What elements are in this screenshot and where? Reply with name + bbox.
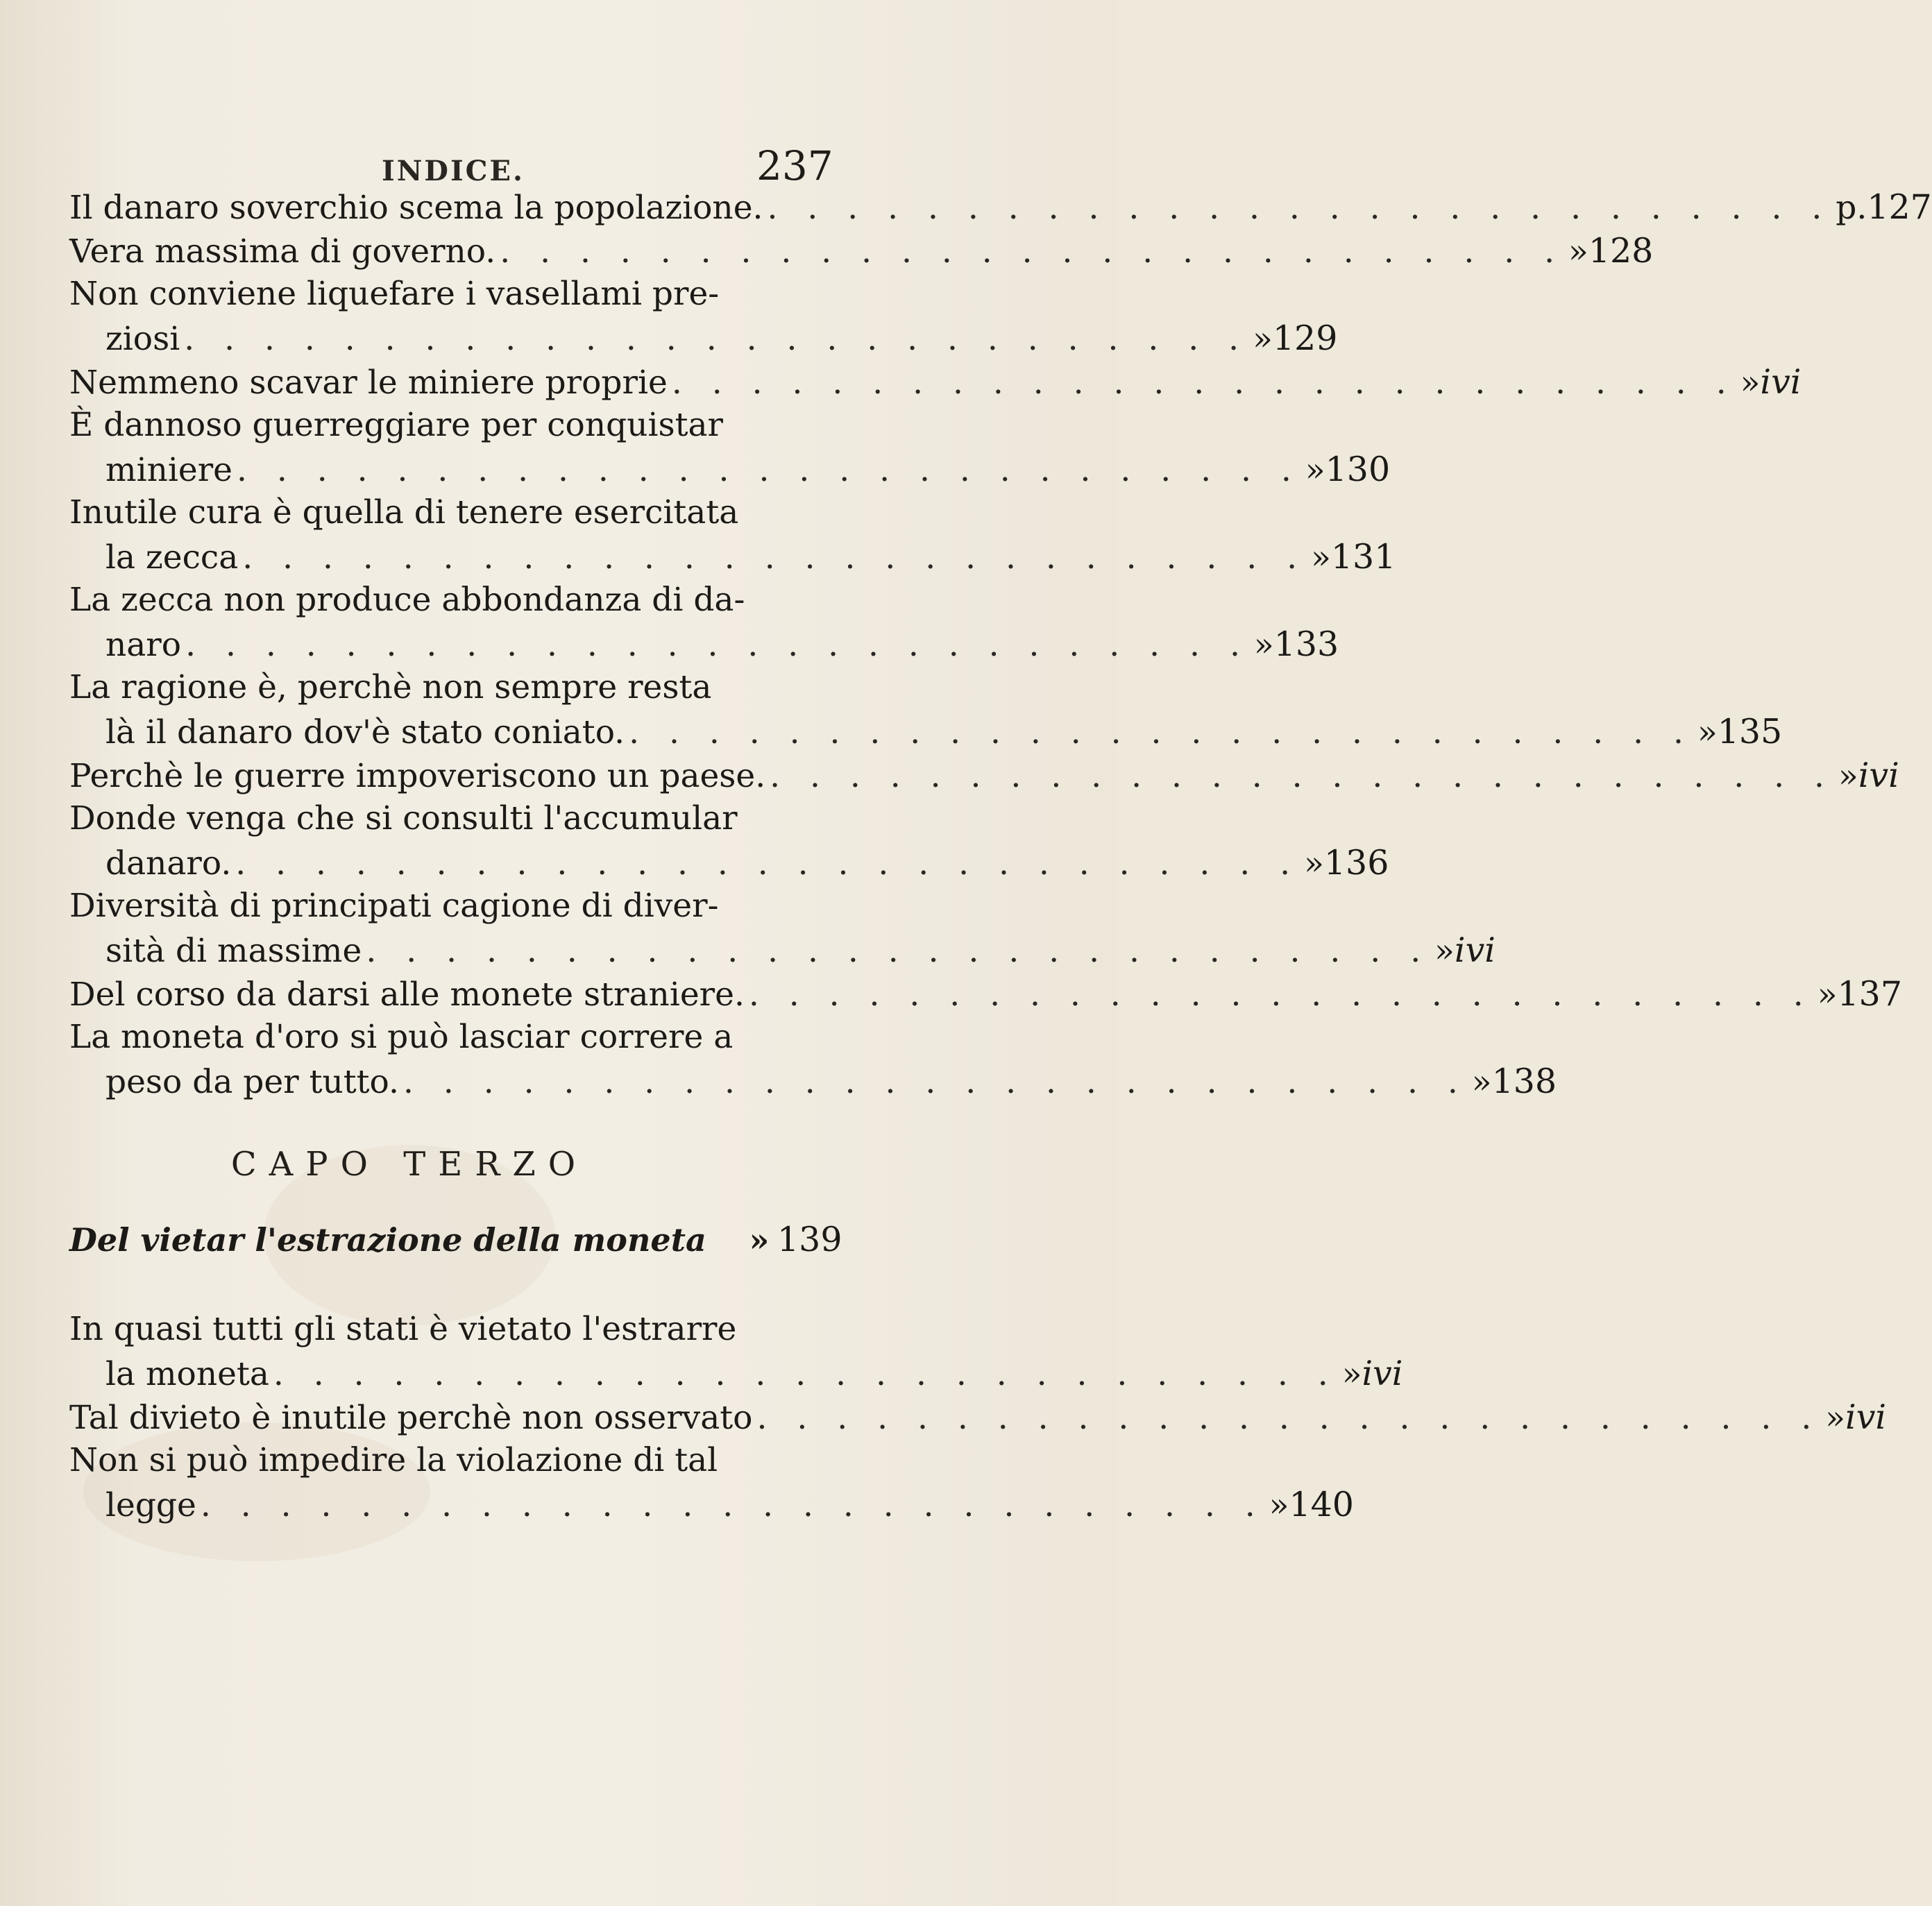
ditto-marker: » xyxy=(1471,1063,1492,1101)
toc-entry-line xyxy=(69,974,1903,1018)
entry-text: Diversità di principati cagione di diver- xyxy=(69,887,719,925)
chapter-page: 139 xyxy=(777,1220,842,1259)
entry-text: la zecca xyxy=(105,538,239,577)
ditto-marker: » xyxy=(1825,1399,1846,1437)
dot-leader: . . . . . . . . . . . . . . . . . . . . . . . . . . . xyxy=(366,932,1431,970)
dot-leader: . . . . . . . . . . . . . . . . . . . . . . . . . . . xyxy=(242,538,1307,577)
entry-text: Inutile cura è quella di tenere esercitata xyxy=(69,493,739,531)
entry-text: In quasi tutti gli stati è vietato l'estrarre xyxy=(69,1310,737,1348)
entry-text: Vera massima di governo. xyxy=(69,232,496,271)
entry-page-number: 131 xyxy=(1330,537,1396,577)
ditto-marker: » xyxy=(1838,757,1858,795)
dot-leader: . . . . . . . . . . . . . . . . . . . . . . . . . . . xyxy=(770,757,1834,795)
toc-entry-line xyxy=(69,1441,833,1485)
entry-page-number: 129 xyxy=(1272,318,1338,358)
toc-entry xyxy=(69,887,1495,974)
dot-leader: . . . . . . . . . . . . . . . . . . . . . . . . . . . xyxy=(235,844,1300,883)
entry-page-number: 136 xyxy=(1323,843,1389,883)
toc-entry xyxy=(69,362,1802,406)
entry-page-number: ivi xyxy=(1845,1397,1887,1437)
toc-entry-line xyxy=(69,799,833,843)
ditto-marker: » xyxy=(1304,844,1324,883)
ditto-marker: » xyxy=(1341,1355,1362,1393)
toc-entry-line xyxy=(69,843,1389,887)
entry-page-number: ivi xyxy=(1858,756,1899,795)
chapter-subtitle: Del vietar l'estrazione della moneta xyxy=(69,1221,706,1259)
toc-entry-line xyxy=(69,1485,1354,1529)
ditto-marker: » xyxy=(1253,320,1273,358)
entry-text: peso da per tutto. xyxy=(105,1063,399,1101)
toc-entry xyxy=(69,1397,1887,1441)
toc-entry xyxy=(69,406,1391,493)
toc-entry-line xyxy=(69,1062,1557,1105)
ditto-marker: p. xyxy=(1836,189,1867,227)
toc-entry xyxy=(69,493,1396,581)
toc-entry xyxy=(69,1018,1557,1105)
toc-entry xyxy=(69,974,1903,1018)
dot-leader: . . . . . . . . . . . . . . . . . . . . . . . . . . . xyxy=(273,1355,1338,1393)
ditto-marker: » xyxy=(1305,451,1325,489)
toc-entry-line xyxy=(69,406,833,450)
toc-entry-line xyxy=(69,318,1338,362)
running-head: INDICE. xyxy=(382,155,525,187)
toc-entry-line xyxy=(69,930,1495,974)
dot-leader: . . . . . . . . . . . . . . . . . . . . . . . . . . . xyxy=(748,976,1813,1014)
ditto-marker: » xyxy=(1269,1486,1289,1524)
toc-entry-line xyxy=(69,712,1783,756)
dot-leader: . . . . . . . . . . . . . . . . . . . . . . . . . . . xyxy=(756,1399,1822,1437)
entry-page-number: 128 xyxy=(1588,231,1654,271)
toc-section-2 xyxy=(69,1310,1887,1529)
toc-entry-line xyxy=(69,1310,833,1354)
toc-entry xyxy=(69,231,1654,275)
toc-entry-line xyxy=(69,362,1802,406)
dot-leader: . . . . . . . . . . . . . . . . . . . . . . . . . . . xyxy=(237,451,1301,489)
ditto-marker: » xyxy=(749,1221,770,1259)
entry-text: La moneta d'oro si può lasciar correre a xyxy=(69,1018,734,1056)
entry-page-number: 138 xyxy=(1491,1062,1557,1101)
entry-page-number: 137 xyxy=(1837,974,1903,1014)
toc-entry-line xyxy=(69,1018,833,1062)
ditto-marker: » xyxy=(1434,932,1455,970)
dot-leader: . . . . . . . . . . . . . . . . . . . . . . . . . . . xyxy=(184,320,1249,358)
toc-entry-line xyxy=(69,493,833,537)
toc-entry-line xyxy=(69,887,833,930)
chapter-heading: CAPO TERZO xyxy=(230,1145,588,1184)
entry-text: Non si può impedire la violazione di tal xyxy=(69,1441,718,1479)
entry-page-number: 133 xyxy=(1273,624,1339,664)
ditto-marker: » xyxy=(1740,364,1761,402)
entry-page-number: 127 xyxy=(1867,187,1932,227)
entry-text: Nemmeno scavar le miniere proprie xyxy=(69,364,668,402)
entry-page-number: ivi xyxy=(1454,930,1495,970)
chapter-subtitle-entry xyxy=(69,1220,842,1289)
entry-text: legge xyxy=(105,1486,196,1524)
entry-text: sità di massime xyxy=(105,932,362,970)
entry-page-number: ivi xyxy=(1760,362,1802,402)
entry-text: La zecca non produce abbondanza di da- xyxy=(69,581,745,619)
entry-text: Il danaro soverchio scema la popolazione. xyxy=(69,189,763,227)
toc-section-1 xyxy=(69,187,1932,1105)
page-number: 237 xyxy=(756,142,833,189)
toc-entry xyxy=(69,187,1932,231)
table-of-contents xyxy=(69,187,1932,1529)
toc-entry-line xyxy=(69,537,1396,581)
entry-text: ziosi xyxy=(105,320,180,358)
dot-leader: . . . . . . . . . . . . . . . . . . . . . . . . . . . xyxy=(629,713,1693,751)
toc-entry-line xyxy=(69,756,1899,799)
ditto-marker: » xyxy=(1697,713,1718,751)
entry-text: Perchè le guerre impoveriscono un paese. xyxy=(69,757,766,795)
entry-text: danaro. xyxy=(105,844,232,883)
ditto-marker: » xyxy=(1311,538,1331,577)
entry-text: Tal divieto è inutile perchè non osservato xyxy=(69,1399,753,1437)
ditto-marker: » xyxy=(1817,976,1838,1014)
entry-page-number: 140 xyxy=(1289,1485,1354,1524)
dot-leader: . . . . . . . . . . . . . . . . . . . . . . . . . . . xyxy=(500,232,1565,271)
entry-text: La ragione è, perchè non sempre resta xyxy=(69,668,712,706)
ditto-marker: » xyxy=(1568,232,1588,271)
toc-entry-line xyxy=(69,1397,1887,1441)
toc-entry-line xyxy=(69,581,833,624)
toc-entry xyxy=(69,799,1389,887)
toc-entry-line xyxy=(69,1354,1403,1397)
entry-text: È dannoso guerreggiare per conquistar xyxy=(69,406,723,444)
toc-entry xyxy=(69,1441,1354,1529)
toc-entry-line xyxy=(69,275,833,318)
toc-entry-line xyxy=(69,668,833,712)
entry-text: naro xyxy=(105,626,182,664)
entry-text: miniere xyxy=(105,451,232,489)
entry-text: là il danaro dov'è stato coniato. xyxy=(105,713,625,751)
entry-text: la moneta xyxy=(105,1355,269,1393)
toc-entry xyxy=(69,668,1783,756)
dot-leader: . . . . . . . . . . . . . . . . . . . . . . . . . . . xyxy=(200,1486,1265,1524)
entry-text: Del corso da darsi alle monete straniere. xyxy=(69,976,745,1014)
entry-text: Donde venga che si consulti l'accumular xyxy=(69,799,738,837)
entry-page-number: ivi xyxy=(1362,1354,1403,1393)
ditto-marker: » xyxy=(1253,626,1274,664)
entry-text: Non conviene liquefare i vasellami pre- xyxy=(69,275,720,313)
entry-page-number: 135 xyxy=(1717,712,1783,751)
dot-leader: . . . . . . . . . . . . . . . . . . . . . . . . . . . xyxy=(402,1063,1468,1101)
toc-entry-line xyxy=(69,624,1339,668)
toc-entry xyxy=(69,756,1899,799)
toc-entry-line xyxy=(69,231,1654,275)
toc-entry-line xyxy=(69,187,1932,231)
toc-entry xyxy=(69,581,1339,668)
toc-entry-line xyxy=(69,450,1391,493)
toc-entry xyxy=(69,1310,1403,1397)
dot-leader: . . . . . . . . . . . . . . . . . . . . . . . . . . . xyxy=(767,189,1832,227)
dot-leader: . . . . . . . . . . . . . . . . . . . . . . . . . . . xyxy=(671,364,1736,402)
dot-leader: . . . . . . . . . . . . . . . . . . . . . . . . . . . xyxy=(185,626,1250,664)
toc-entry xyxy=(69,275,1338,362)
entry-page-number: 130 xyxy=(1325,450,1391,489)
